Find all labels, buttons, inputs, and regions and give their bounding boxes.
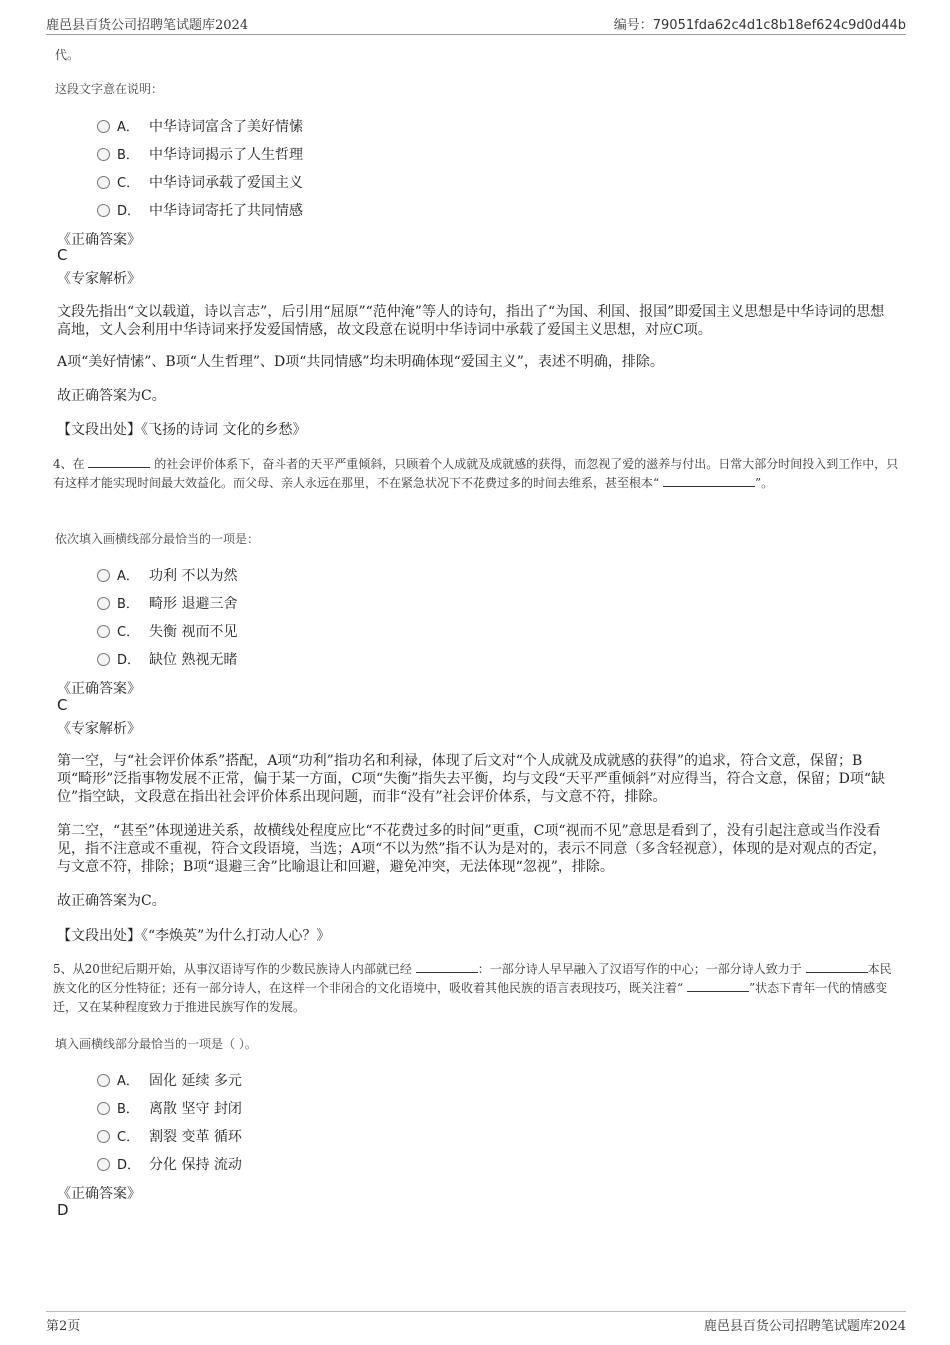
radio-icon[interactable] (97, 1130, 110, 1143)
q5-option-b[interactable]: B． 离散 坚守 封闭 (97, 1098, 242, 1118)
header-title: 鹿邑县百货公司招聘笔试题库2024 (46, 18, 249, 33)
q3-source: 【文段出处】《飞扬的诗词 文化的乡愁》 (57, 422, 307, 438)
q5-answer: D (57, 1201, 69, 1219)
q4-answer-label: 《正确答案》 (57, 681, 141, 697)
q5-option-d[interactable]: D． 分化 保持 流动 (97, 1154, 242, 1174)
q4-prompt: 依次填入画横线部分最恰当的一项是： (55, 532, 260, 546)
q5-blank-2 (806, 960, 868, 973)
q3-option-a[interactable]: A． 中华诗词富含了美好情愫 (97, 116, 303, 136)
radio-icon[interactable] (97, 148, 110, 161)
q4-option-b[interactable]: B． 畸形 退避三舍 (97, 593, 237, 613)
radio-icon[interactable] (97, 1074, 110, 1087)
q3-option-b[interactable]: B． 中华诗词揭示了人生哲理 (97, 144, 303, 164)
radio-icon[interactable] (97, 653, 110, 666)
q3-answer-label: 《正确答案》 (57, 232, 141, 248)
q3-analysis-1: 文段先指出“文以载道，诗以言志”，后引用“屈原”“范仲淹”等人的诗句，指出了“为国、利国、报国”即爱国主义思想是中华诗词的思想高地，文人会利用中华诗词来抒发爱国情感，故文段意在说明中华诗词中承载了爱国主义思想，对应C项。 (57, 304, 885, 338)
q3-analysis-2: A项“美好情愫”、B项“人生哲理”、D项“共同情感”均未明确体现“爱国主义”，表述不明确，排除。 (57, 354, 664, 370)
radio-icon[interactable] (97, 597, 110, 610)
radio-icon[interactable] (97, 625, 110, 638)
q4-option-a[interactable]: A． 功利 不以为然 (97, 565, 237, 585)
page-footer (46, 1311, 906, 1334)
q4-blank-1 (88, 455, 150, 468)
q4-analysis-label: 《专家解析》 (57, 721, 141, 737)
q3-option-d[interactable]: D． 中华诗词寄托了共同情感 (97, 200, 303, 220)
radio-icon[interactable] (97, 204, 110, 217)
q5-blank-3 (687, 979, 749, 992)
footer-title: 鹿邑县百货公司招聘笔试题库2024 (703, 1319, 906, 1334)
q4-stem: 4、在 的社会评价体系下，奋斗者的天平严重倾斜，只顾着个人成就及成就感的获得，而忽视了爱的滋养与付出。日常大部分时间投入到工作中，只有这样才能实现时间最大效益化。而父母、亲人永远在那里，不在紧急状况下不花费过多的时间去维系，甚至根本“ ”。 (53, 457, 899, 490)
q3-tail: 代。 (55, 48, 80, 62)
q3-prompt: 这段文字意在说明： (55, 82, 164, 96)
q4-option-d[interactable]: D． 缺位 熟视无睹 (97, 649, 237, 669)
footer-page-number: 第2页 (46, 1319, 81, 1334)
radio-icon[interactable] (97, 1158, 110, 1171)
header-serial: 编号：79051fda62c4d1c8b18ef624c9d0d44b (613, 18, 906, 33)
q4-answer: C (57, 696, 68, 714)
q4-blank-2 (663, 474, 755, 487)
q5-stem: 5、从20世纪后期开始，从事汉语诗写作的少数民族诗人内部就已经 ：一部分诗人早早融入了汉语写作的中心；一部分诗人致力于 本民族文化的区分性特征；还有一部分诗人，在这样一个非闭合的文化语境中，吸收着其他民族的语言表现技巧，既关注着“ ”状态下青年一代的情感变迁，又在某种程度致力于推进民族写作的发展。 (53, 962, 892, 1014)
radio-icon[interactable] (97, 569, 110, 582)
radio-icon[interactable] (97, 176, 110, 189)
q5-blank-1 (416, 960, 478, 973)
q4-analysis-3: 故正确答案为C。 (57, 893, 166, 909)
q4-source: 【文段出处】《“李焕英”为什么打动人心？》 (57, 928, 331, 944)
q4-option-c[interactable]: C． 失衡 视而不见 (97, 621, 237, 641)
q3-analysis-3: 故正确答案为C。 (57, 388, 166, 404)
q4-analysis-2: 第二空，“甚至”体现递进关系，故横线处程度应比“不花费过多的时间”更重，C项“视而不见”意思是看到了，没有引起注意或当作没看见，指不注意或不重视，符合文段语境，当选；A项“不以为然”指不认为是对的，表示不同意（多含轻视意），体现的是对观点的否定，与文意不符，排除；B项“退避三舍”比喻退让和回避，避免冲突，无法体现“忽视”，排除。 (57, 823, 887, 875)
radio-icon[interactable] (97, 1102, 110, 1115)
radio-icon[interactable] (97, 120, 110, 133)
q3-analysis-label: 《专家解析》 (57, 271, 141, 287)
q3-option-c[interactable]: C． 中华诗词承载了爱国主义 (97, 172, 303, 192)
q5-answer-label: 《正确答案》 (57, 1186, 141, 1202)
page-header (46, 14, 906, 35)
q4-analysis-1: 第一空，与“社会评价体系”搭配，A项“功利”指功名和利禄，体现了后文对“个人成就及成就感的获得”的追求，符合文意，保留；B项“畸形”泛指事物发展不正常，偏于某一方面，C项“失衡”指失去平衡，均与文段“天平严重倾斜”对应得当，符合文意，保留；D项“缺位”指空缺，文段意在指出社会评价体系出现问题，而非“没有”社会评价体系，与文意不符，排除。 (57, 753, 886, 805)
q3-answer: C (57, 246, 68, 264)
q5-option-c[interactable]: C． 割裂 变革 循环 (97, 1126, 242, 1146)
q5-prompt: 填入画横线部分最恰当的一项是（ ）。 (55, 1037, 257, 1051)
q5-option-a[interactable]: A． 固化 延续 多元 (97, 1070, 242, 1090)
